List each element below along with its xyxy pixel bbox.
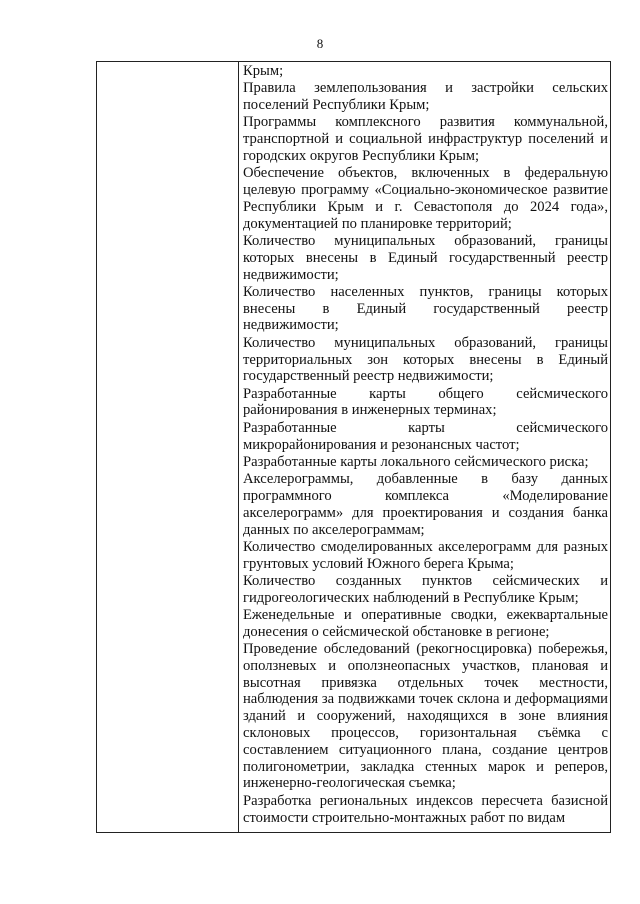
paragraph: Количество смоделированных акселерограмм для разных грунтовых условий Южного берега Крыма; bbox=[243, 538, 608, 572]
paragraph: Разработка региональных индексов пересчета базисной стоимости строительно-монтажных работ по видам bbox=[243, 792, 608, 826]
document-table bbox=[96, 61, 611, 833]
paragraph: Еженедельные и оперативные сводки, ежеквартальные донесения о сейсмической обстановке в регионе; bbox=[243, 607, 608, 640]
paragraph: Программы комплексного развития коммунальной, транспортной и социальной инфраструктур поселений и городских округов Республики Крым; bbox=[243, 114, 608, 164]
paragraph: Количество муниципальных образований, границы территориальных зон которых внесены в Единый государственный реестр недвижимости; bbox=[243, 334, 608, 385]
page-number: 8 bbox=[316, 36, 324, 51]
paragraph: Количество созданных пунктов сейсмических и гидрогеологических наблюдений в Республике Крым; bbox=[243, 572, 608, 606]
paragraph: Разработанные карты общего сейсмического районирования в инженерных терминах; bbox=[243, 385, 608, 419]
paragraph: Разработанные карты локального сейсмического риска; bbox=[243, 453, 589, 470]
paragraph: Проведение обследований (рекогносцировка) побережья, оползневых и оползнеопасных участков, плановая и высотная привязка отдельных точек местности, наблюдения за подвижками точек склона и деформациями зданий и сооружений, находящихся в зоне влияния склоновых процессов, горизонтальная съёмка с составлением ситуационного плана, создание центров полигонометрии, закладка стенных марок и реперов, инженерно-геологическая съемка; bbox=[243, 641, 608, 792]
paragraph: Количество населенных пунктов, границы которых внесены в Единый государственный реестр недвижимости; bbox=[243, 283, 608, 334]
table-right-cell bbox=[239, 62, 610, 832]
paragraph: Обеспечение объектов, включенных в федеральную целевую программу «Социально-экономическое развитие Республики Крым и г. Севастополя до 2024 года», документацией по планировке территорий; bbox=[243, 165, 608, 232]
table-left-cell bbox=[97, 62, 239, 832]
paragraph: Количество муниципальных образований, границы которых внесены в Единый государственный реестр недвижимости; bbox=[243, 232, 608, 283]
paragraph: Разработанные карты сейсмического микрорайонирования и резонансных частот; bbox=[243, 419, 608, 453]
paragraph: Акселерограммы, добавленные в базу данных программного комплекса «Моделирование акселерограмм» для проектирования и создания банка данных по акселерограммам; bbox=[243, 471, 608, 538]
paragraph: Крым; bbox=[243, 63, 284, 79]
paragraph: Правила землепользования и застройки сельских поселений Республики Крым; bbox=[243, 80, 608, 114]
